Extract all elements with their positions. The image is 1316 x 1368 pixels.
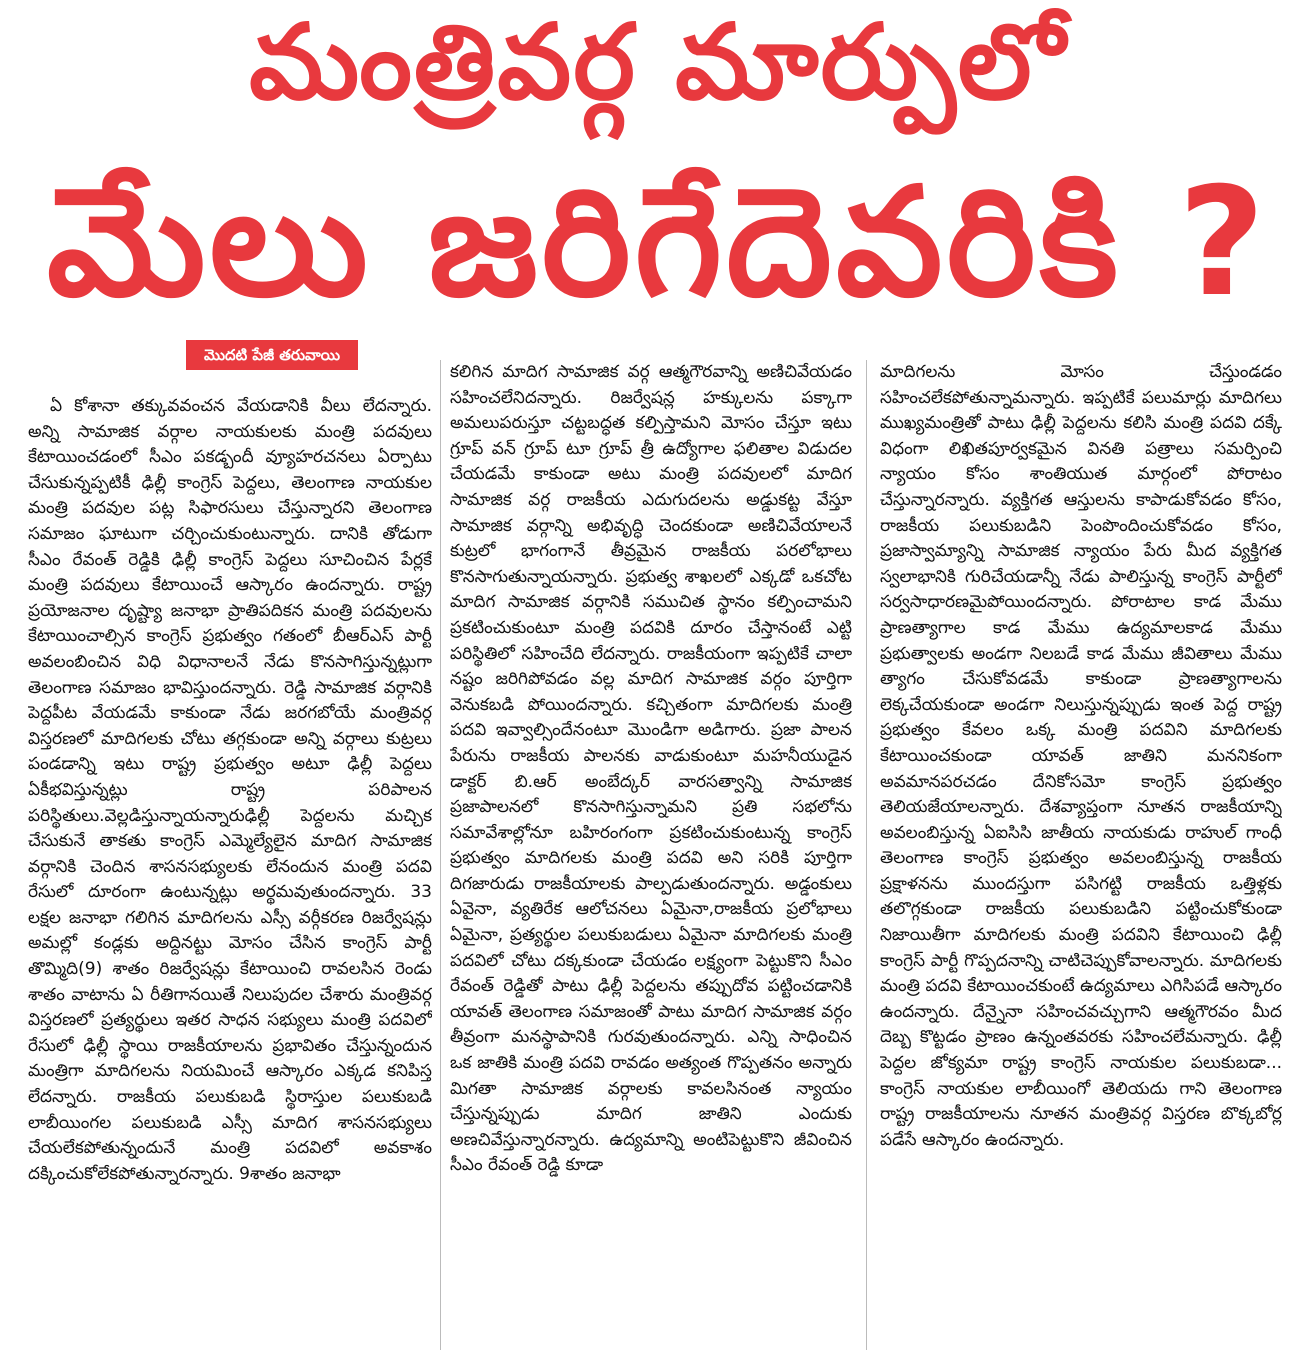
continued-from-front-page-label: మొదటి పేజీ తరువాయి	[186, 340, 358, 370]
article-column-2: కలిగిన మాదిగ సామాజిక వర్గ ఆత్మగౌరవాన్ని అణిచివేయడం సహించలేనిదన్నారు. రిజర్వేషన్ల హక్కులను పక్కాగా అమలుపరుస్తూ చట్టబద్ధత కల్పిస్తామని మోసం చేస్తూ ఇటు గ్రూప్ వన్ గ్రూప్ టూ గ్రూప్ త్రీ ఉద్యోగాల ఫలితాల విడుదల చేయడమే కాకుండా అటు మంత్రి పదవులలో మాదిగ సామాజిక వర్గ రాజకీయ ఎదుగుదలను అడ్డుకట్ట వేస్తూ సామాజిక వర్గాన్ని అభివృద్ధి చెందకుండా అణిచివేయాలనే కుట్రలో భాగంగానే తీవ్రమైన రాజకీయ పరలోభాలు కొనసాగుతున్నాయన్నారు. ప్రభుత్వ శాఖలలో ఎక్కడో ఒకచోట మాదిగ సామాజిక వర్గానికి సముచిత స్థానం కల్పించామని ప్రకటించుకుంటూ మంత్రి పదవికి దూరం చేస్తానంటే ఎట్టి పరిస్థితిలో సహించేది లేదన్నారు. రాజకీయంగా ఇప్పటికే చాలా నష్టం జరిగిపోవడం వల్ల మాదిగ సామాజిక వర్గం పూర్తిగా వెనుకబడి పోయిందన్నారు. కచ్చితంగా మాదిగలకు మంత్రి పదవి ఇవ్వాల్సిందేనంటూ మొండిగా అడిగారు. ప్రజా పాలన పేరును రాజకీయ పాలనకు వాడుకుంటూ మహనీయుడైన డాక్టర్ బి.ఆర్ అంబేద్కర్ వారసత్వాన్ని సామాజిక ప్రజాపాలనలో కొనసాగిస్తున్నామని ప్రతి సభలోను సమావేశాల్లోనూ బహిరంగంగా ప్రకటించుకుంటున్న కాంగ్రెస్ ప్రభుత్వం మాదిగలకు మంత్రి పదవి అని సరికి పూర్తిగా దిగజారుడు రాజకీయాలకు పాల్పడుతుందన్నారు. అడ్డంకులు ఏవైనా, వ్యతిరేక ఆలోచనలు ఏమైనా,రాజకీయ ప్రలోభాలు ఏమైనా, ప్రత్యర్థుల పలుకుబడులు ఏమైనా మాదిగలకు మంత్రి పదవిలో చోటు దక్కకుండా చేయడం లక్ష్యంగా పెట్టుకొని సీఎం రేవంత్ రెడ్డితో పాటు ఢిల్లీ పెద్దలను తప్పుదోవ పట్టించడానికి యావత్ తెలంగాణ సమాజంతో పాటు మాదిగ సామాజిక వర్గం తీవ్రంగా మనస్థాపానికి గురవుతుందన్నారు. ఎన్ని సాధించిన ఒక జాతికి మంత్రి పదవి రావడం అత్యంత గొప్పతనం అన్నారు మిగతా సామాజిక వర్గాలకు కావలసినంత న్యాయం చేస్తున్నప్పుడు మాదిగ జాతిని ఎందుకు అణచివేస్తున్నారన్నారు. ఉద్యమాన్ని అంటిపెట్టుకొని జీవించిన సీఎం రేవంత్ రెడ్డి కూడా	[450, 362, 852, 1176]
article-column-3: మాదిగలను మోసం చేస్తుండడం సహించలేకపోతున్నామన్నారు. ఇప్పటికే పలుమార్లు మాదిగలు ముఖ్యమంత్రితో పాటు ఢిల్లీ పెద్దలను కలిసి మంత్రి పదవి దక్కే విధంగా లిఖితపూర్వకమైన వినతి పత్రాలు సమర్పించి న్యాయం కోసం శాంతియుత మార్గంలో పోరాటం చేస్తున్నారన్నారు. వ్యక్తిగత ఆస్తులను కాపాడుకోవడం కోసం, రాజకీయ పలుకుబడిని పెంపొందించుకోవడం కోసం, ప్రజాస్వామ్యాన్ని సామాజిక న్యాయం పేరు మీద వ్యక్తిగత స్వలాభానికి గురిచేయడాన్నీ నేడు పాలిస్తున్న కాంగ్రెస్ పార్టీలో సర్వసాధారణమైపోయిందన్నారు. పోరాటాల కాడ మేము ప్రాణత్యాగాల కాడ మేము ఉద్యమాలకాడ మేము ప్రభుత్వాలకు అండగా నిలబడే కాడ మేము జీవితాలు మేము త్యాగం చేసుకోవడమే కాకుండా ప్రాణత్యాగాలను లెక్కచేయకుండా అండగా నిలుస్తున్నప్పుడు ఇంత పెద్ద రాష్ట్ర ప్రభుత్వం కేవలం ఒక్క మంత్రి పదవిని మాదిగలకు కేటాయించకుండా యావత్ జాతిని మననికంగా అవమానపరచడం దేనికోసమో కాంగ్రెస్ ప్రభుత్వం తెలియజేయాలన్నారు. దేశవ్యాప్తంగా నూతన రాజకీయాన్ని అవలంబిస్తున్న ఏఐసిసి జాతీయ నాయకుడు రాహుల్ గాంధీ తెలంగాణ కాంగ్రెస్ ప్రభుత్వం అవలంబిస్తున్న రాజకీయ ప్రక్షాళనను ముందస్తుగా పసిగట్టి రాజకీయ ఒత్తిళ్లకు తలొగ్గకుండా రాజకీయ పలుకుబడిని పట్టించుకోకుండా నిజాయితీగా మాదిగలకు మంత్రి పదవిని కేటాయించి ఢిల్లీ కాంగ్రెస్ పార్టీ గొప్పదనాన్ని చాటిచెప్పుకోవాలన్నారు. మాదిగలకు మంత్రి పదవి కేటాయించకుంటే ఉద్యమాలు ఎగిసిపడే ఆస్కారం ఉందన్నారు. దేన్నైనా సహించవచ్చుగాని ఆత్మగౌరవం మీద దెబ్బ కొట్టడం ప్రాణం ఉన్నంతవరకు సహించలేమన్నారు. ఢిల్లీ పెద్దల జోక్యమా రాష్ట్ర కాంగ్రెస్ నాయకుల పలుకుబడా... కాంగ్రెస్ నాయకుల లాబీయింగో తెలియదు గాని తెలంగాణ రాష్ట్ర రాజకీయాలను నూతన మంత్రివర్గ విస్తరణ బొక్కబోర్ల పడేసే ఆస్కారం ఉందన్నారు.	[880, 362, 1282, 1150]
article-column-1: ఏ కోశానా తక్కువవంచన వేయడానికి వీలు లేదన్నారు. అన్ని సామాజిక వర్గాల నాయకులకు మంత్రి పదవులు కేటాయించడంలో సీఎం పకడ్బందీ వ్యూహరచనలు ఏర్పాటు చేసుకున్నప్పటికీ ఢిల్లీ కాంగ్రెస్ పెద్దలు, తెలంగాణ నాయకుల మంత్రి పదవుల పట్ల సిఫారసులు చేస్తున్నారని తెలంగాణ సమాజం ఘాటుగా చర్చించుకుంటున్నారు. దానికి తోడుగా సీఎం రేవంత్ రెడ్డికి ఢిల్లీ కాంగ్రెస్ పెద్దలు సూచించిన పేర్లకే మంత్రి పదవులు కేటాయించే ఆస్కారం ఉందన్నారు. రాష్ట్ర ప్రయోజనాల దృష్ట్యా జనాభా ప్రాతిపదికన మంత్రి పదవులను కేటాయించాల్సిన కాంగ్రెస్ ప్రభుత్వం గతంలో బీఆర్ఎస్ పార్టీ అవలంబించిన విధి విధానాలనే నేడు కొనసాగిస్తున్నట్లుగా తెలంగాణ సమాజం భావిస్తుందన్నారు. రెడ్డి సామాజిక వర్గానికి పెద్దపీట వేయడమే కాకుండా నేడు జరగబోయే మంత్రివర్గ విస్తరణలో మాదిగలకు చోటు తగ్గకుండా అన్ని వర్గాలు కుట్రలు పండడాన్ని ఇటు రాష్ట్ర ప్రభుత్వం అటూ ఢిల్లీ పెద్దలు ఏకీభవిస్తున్నట్లు రాష్ట్ర పరిపాలన పరిస్థితులు.వెల్లడిస్తున్నాయన్నారుఢిల్లీ పెద్దలను మచ్చిక చేసుకునే తాకతు కాంగ్రెస్ ఎమ్మెల్యేలైన మాదిగ సామాజిక వర్గానికి చెందిన శాసనసభ్యులకు లేనందున మంత్రి పదవి రేసులో దూరంగా ఉంటున్నట్లు అర్థమవుతుందన్నారు. 33 లక్షల జనాభా గలిగిన మాదిగలను ఎస్సీ వర్గీకరణ రిజర్వేషన్లు అమల్లో కండ్లకు అద్దినట్టు మోసం చేసిన కాంగ్రెస్ పార్టీ తొమ్మిది(9) శాతం రిజర్వేషన్లు కేటాయించి రావలసిన రెండు శాతం వాటాను ఏ రీతిగానయితే నిలుపుదల చేశారు మంత్రివర్గ విస్తరణలో ప్రత్యర్థులు ఇతర సాధన సభ్యులు మంత్రి పదవిలో రేసులో ఢిల్లీ స్థాయి రాజకీయాలను ప్రభావితం చేస్తున్నందున మంత్రిగా మాదిగలను నియమించే ఆస్కారం ఎక్కడ కనిపిస్త లేదన్నారు. రాజకీయ పలుకుబడి స్థిరాస్తుల పలుకుబడి లాబీయింగల పలుకుబడి ఎస్సీ మాదిగ శాసనసభ్యులు చేయలేకపోతున్నందునే మంత్రి పదవిలో అవకాశం దక్కించుకోలేకపోతున్నారన్నారు. 9శాతం జనాభా	[28, 396, 432, 1184]
column-divider-1	[440, 360, 441, 1350]
headline-line-2: మేలు జరిగేదెవరికి ?	[46, 156, 1270, 330]
column-divider-2	[866, 360, 867, 1350]
headline-line-1: మంత్రివర్గ మార్పులో	[249, 1, 1067, 123]
